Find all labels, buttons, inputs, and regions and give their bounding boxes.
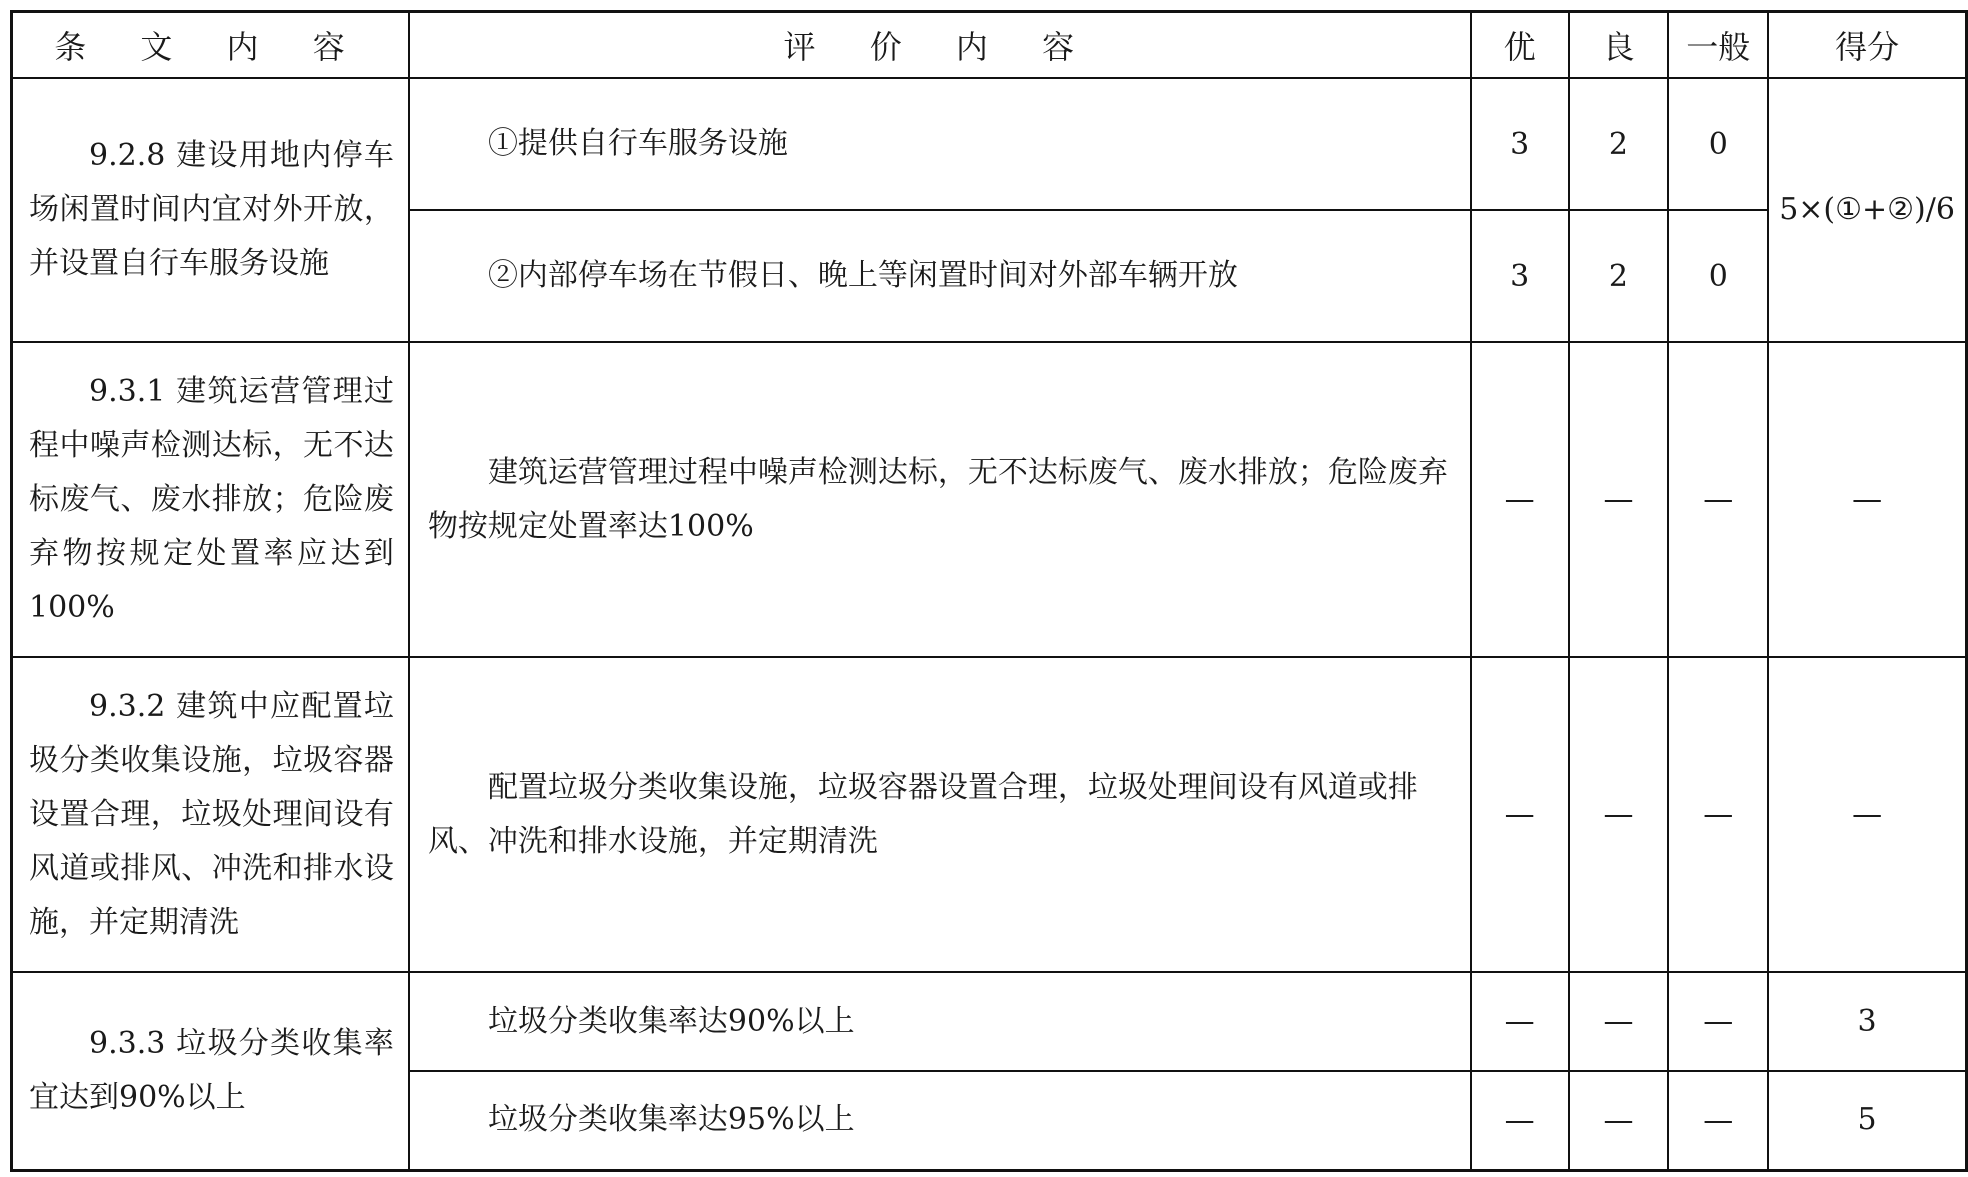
good-value: 2 bbox=[1569, 78, 1669, 210]
header-score: 得分 bbox=[1768, 12, 1966, 79]
clause-9-3-3: 9.3.3 垃圾分类收集率宜达到90%以上 bbox=[12, 972, 409, 1170]
clause-9-2-8: 9.2.8 建设用地内停车场闲置时间内宜对外开放，并设置自行车服务设施 bbox=[12, 78, 409, 342]
average-value: — bbox=[1668, 657, 1768, 972]
good-value: — bbox=[1569, 972, 1669, 1071]
eval-content: 建筑运营管理过程中噪声检测达标，无不达标废气、废水排放；危险废弃物按规定处置率达100% bbox=[409, 342, 1471, 657]
excellent-value: — bbox=[1471, 657, 1569, 972]
eval-content: ①提供自行车服务设施 bbox=[409, 78, 1471, 210]
eval-content: 配置垃圾分类收集设施，垃圾容器设置合理，垃圾处理间设有风道或排风、冲洗和排水设施，并定期清洗 bbox=[409, 657, 1471, 972]
score-formula: 5×(①+②)/6 bbox=[1768, 78, 1966, 342]
table-row bbox=[12, 342, 1967, 657]
excellent-value: — bbox=[1471, 1071, 1569, 1170]
score-value: 5 bbox=[1768, 1071, 1966, 1170]
table-row bbox=[12, 657, 1967, 972]
score-value: — bbox=[1768, 342, 1966, 657]
average-value: — bbox=[1668, 342, 1768, 657]
table-row bbox=[12, 972, 1967, 1071]
average-value: 0 bbox=[1668, 78, 1768, 210]
clause-9-3-1: 9.3.1 建筑运营管理过程中噪声检测达标，无不达标废气、废水排放；危险废弃物按规定处置率应达到100% bbox=[12, 342, 409, 657]
table-row bbox=[12, 78, 1967, 210]
score-value: 3 bbox=[1768, 972, 1966, 1071]
header-row bbox=[12, 12, 1967, 79]
excellent-value: 3 bbox=[1471, 210, 1569, 342]
good-value: 2 bbox=[1569, 210, 1669, 342]
clause-9-3-2: 9.3.2 建筑中应配置垃圾分类收集设施，垃圾容器设置合理，垃圾处理间设有风道或排风、冲洗和排水设施，并定期清洗 bbox=[12, 657, 409, 972]
score-value: — bbox=[1768, 657, 1966, 972]
header-good: 良 bbox=[1569, 12, 1669, 79]
header-excellent: 优 bbox=[1471, 12, 1569, 79]
excellent-value: — bbox=[1471, 342, 1569, 657]
header-average: 一般 bbox=[1668, 12, 1768, 79]
excellent-value: 3 bbox=[1471, 78, 1569, 210]
good-value: — bbox=[1569, 657, 1669, 972]
average-value: — bbox=[1668, 972, 1768, 1071]
average-value: 0 bbox=[1668, 210, 1768, 342]
eval-content: 垃圾分类收集率达90%以上 bbox=[409, 972, 1471, 1071]
average-value: — bbox=[1668, 1071, 1768, 1170]
eval-content: 垃圾分类收集率达95%以上 bbox=[409, 1071, 1471, 1170]
excellent-value: — bbox=[1471, 972, 1569, 1071]
header-evaluation: 评 价 内 容 bbox=[409, 12, 1471, 79]
header-clause: 条 文 内 容 bbox=[12, 12, 409, 79]
good-value: — bbox=[1569, 342, 1669, 657]
good-value: — bbox=[1569, 1071, 1669, 1170]
eval-content: ②内部停车场在节假日、晚上等闲置时间对外部车辆开放 bbox=[409, 210, 1471, 342]
evaluation-table bbox=[10, 10, 1968, 1172]
